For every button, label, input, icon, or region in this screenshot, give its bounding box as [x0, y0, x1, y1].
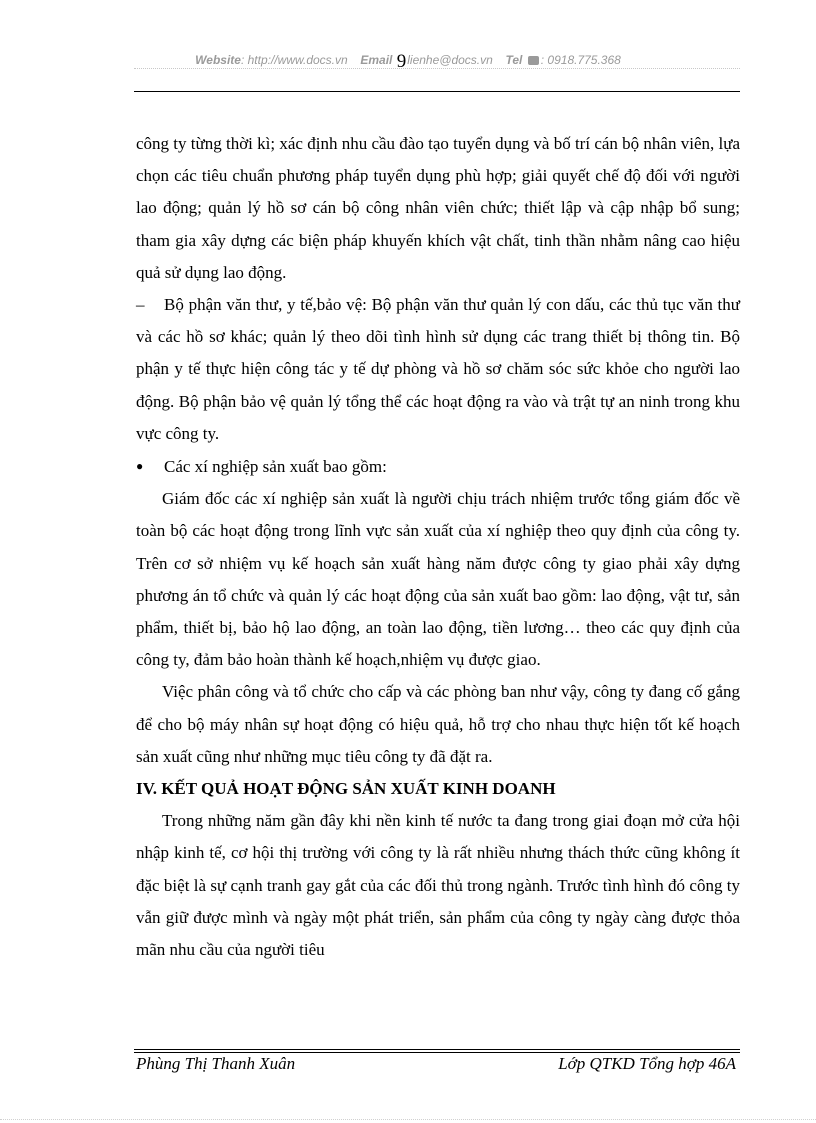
- footer-rule-bottom: [134, 1052, 740, 1053]
- page-bottom-dotted-line: [0, 1119, 816, 1120]
- page-number: 9: [396, 51, 407, 72]
- website-label: Website: [195, 53, 241, 67]
- paragraph-4: Việc phân công và tổ chức cho cấp và các phòng ban như vậy, công ty đang cố gắng để cho bộ máy nhân sự hoạt động có hiệu quả, hỗ trợ cho nhau thực hiện tốt kế hoạch sản xuất cũng như những mục tiêu công ty đã đặt ra.: [136, 682, 740, 766]
- bullet-icon: ●: [136, 459, 144, 474]
- phone-icon: [528, 56, 539, 65]
- email-label: Email: [360, 53, 393, 67]
- page-content: [136, 128, 740, 966]
- tel-label: Tel: [505, 53, 523, 67]
- footer-class: Lớp QTKD Tổng hợp 46A: [558, 1054, 736, 1073]
- paragraph-3: Giám đốc các xí nghiệp sản xuất là người chịu trách nhiệm trước tổng giám đốc về toàn bộ các hoạt động trong lĩnh vực sản xuất của xí nghiệp theo quy định của công ty. Trên cơ sở nhiệm vụ kế hoạch sản xuất hàng năm được công ty giao phải xây dựng phương án tổ chức và quản lý các hoạt động của sản xuất bao gồm: lao động, vật tư, sản phẩm, thiết bị, bảo hộ lao động, an toàn lao động, tiền lương… theo các quy định của công ty, đảm bảo hoàn thành kế hoạch,nhiệm vụ được giao.: [136, 489, 740, 670]
- list-item-bullet: [136, 450, 740, 483]
- header-rule: [134, 91, 740, 92]
- section-heading: IV. KẾT QUẢ HOẠT ĐỘNG SẢN XUẤT KINH DOANH: [136, 779, 556, 799]
- list-item-dash: [136, 289, 740, 450]
- bullet-text: Các xí nghiệp sản xuất bao gồm:: [164, 457, 387, 477]
- footer-author: Phùng Thị Thanh Xuân: [136, 1054, 296, 1073]
- website-url: : http://www.docs.vn: [240, 53, 348, 67]
- header-dotted-line: [134, 68, 740, 69]
- header-watermark: [0, 48, 816, 70]
- tel-number: : 0918.775.368: [540, 53, 621, 67]
- dash-marker: –: [136, 295, 145, 315]
- paragraph-1: công ty từng thời kì; xác định nhu cầu đào tạo tuyển dụng và bố trí cán bộ nhân viên, lựa chọn các tiêu chuẩn phương pháp tuyển dụng phù hợp; giải quyết chế độ đối với người lao động; quản lý hồ sơ cán bộ công nhân viên chức; thiết lập và cập nhập bổ sung; tham gia xây dựng các biện pháp khuyến khích vật chất, tinh thần nhằm nâng cao hiệu quả sử dụng lao động.: [136, 134, 740, 282]
- footer-rule-top: [134, 1049, 740, 1050]
- email-address: lienhe@docs.vn: [407, 53, 493, 67]
- paragraph-5: Trong những năm gần đây khi nền kinh tế nước ta đang trong giai đoạn mở cửa hội nhập kinh tế, cơ hội thị trường với công ty là rất nhiều nhưng thách thức cũng không ít đặc biệt là sự cạnh tranh gay gắt của các đối thủ trong ngành. Trước tình hình đó công ty vẫn giữ được mình và ngày một phát triển, sản phẩm của công ty ngày càng được thỏa mãn nhu cầu của người tiêu: [136, 811, 740, 960]
- paragraph-2: Bộ phận văn thư, y tế,bảo vệ: Bộ phận văn thư quản lý con dấu, các thủ tục văn thư và các hồ sơ khác; quản lý theo dõi tình hình sử dụng các trang thiết bị thông tin. Bộ phận y tế thực hiện công tác y tế dự phòng và hồ sơ chăm sóc sức khỏe cho người lao động. Bộ phận bảo vệ quản lý tổng thể các hoạt động ra vào và trật tự an ninh trong khu vực công ty.: [136, 295, 740, 443]
